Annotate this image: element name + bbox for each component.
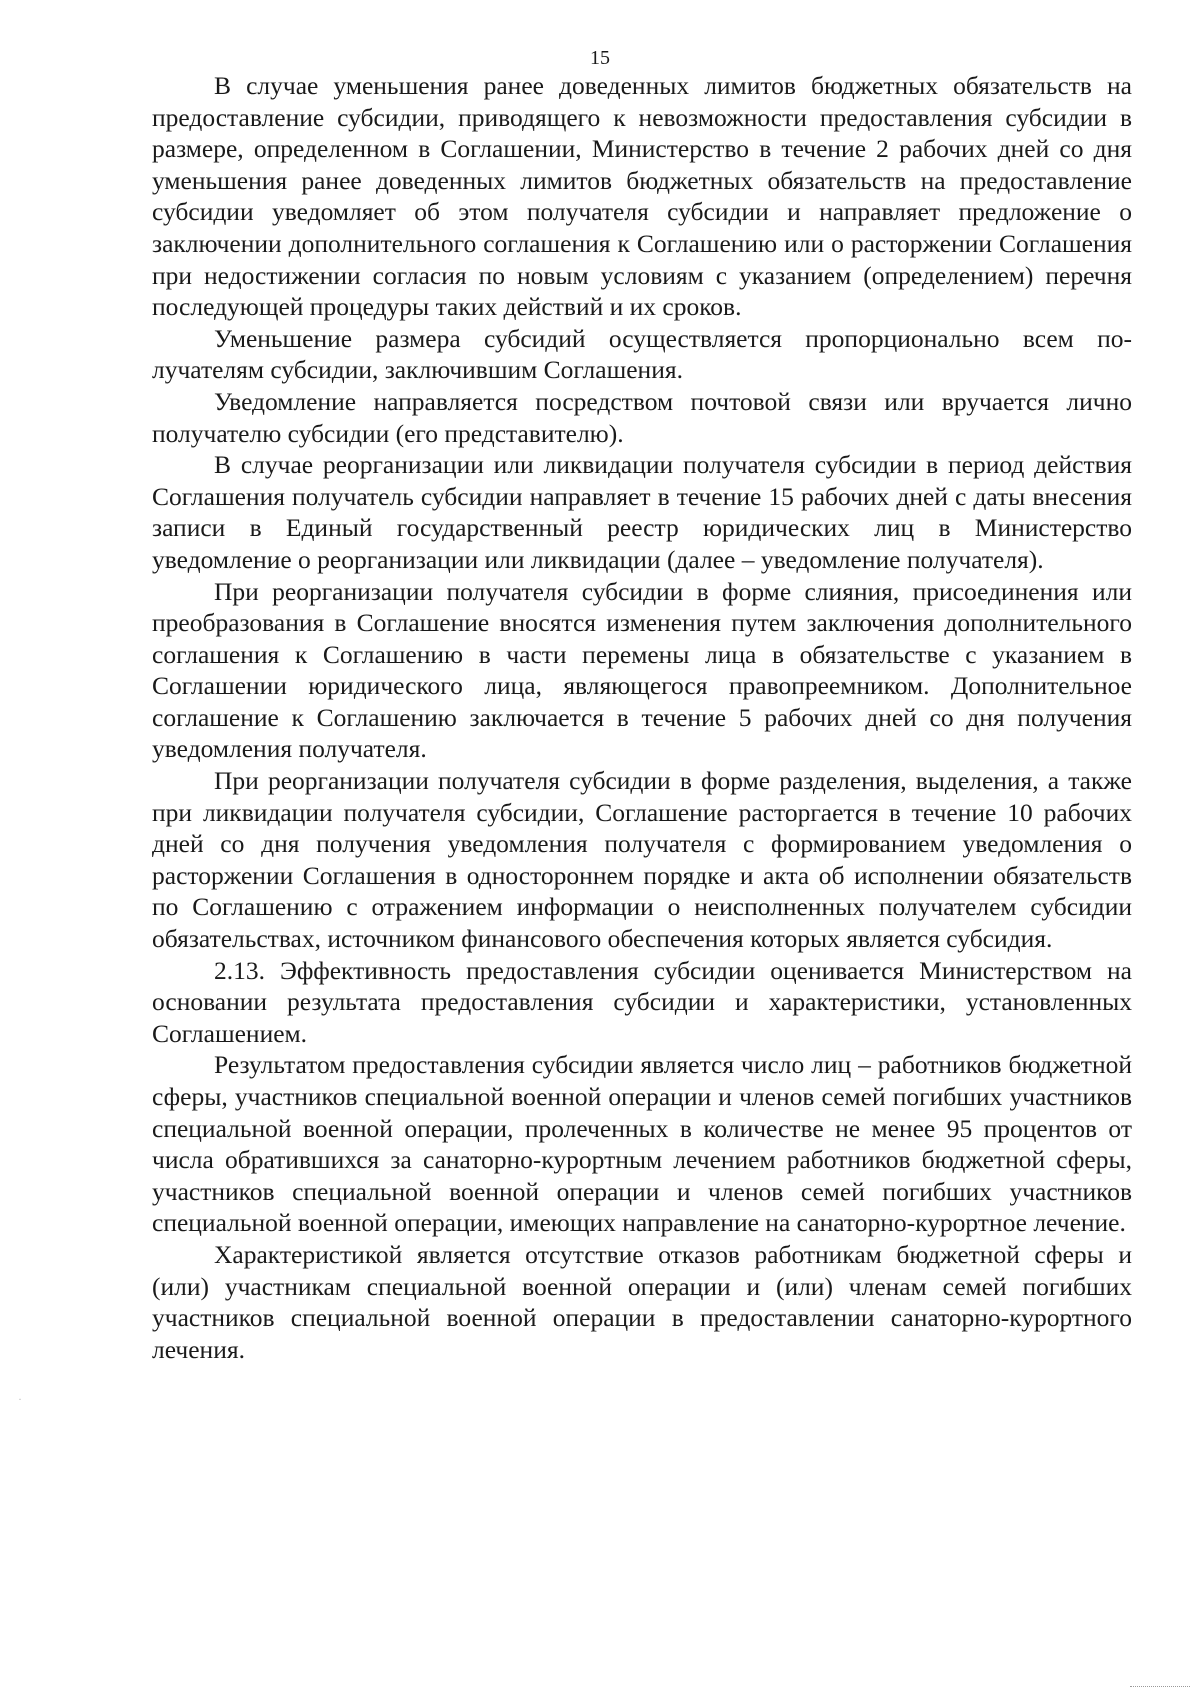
scan-margin-speck: · (18, 1392, 22, 1406)
scan-corner-mark (1130, 1686, 1190, 1693)
document-body (152, 70, 1132, 1365)
paragraph-proportional-reduction: Уменьшение размера субсидий осуществляется пропорционально всем получателям субсидии, заключившим Соглашения. (152, 323, 1132, 385)
paragraph-subsidy-result: Результатом предоставления субсидии является число лиц – работников бюджетной сферы, участников специальной военной операции и членов семей погибших участников специальной военной операции, пролеченных в количестве не менее 95 процентов от числа обратившихся за санаторно-курортным лечением работников бюджетной сферы, участников специальной военной операции и членов семей погибших участников специальной военной операции, имеющих направление на санаторно-курортное лечение. (152, 1050, 1132, 1238)
paragraph-section-2-13: 2.13. Эффективность предоставления субсидии оценивается Министерством на основании результата предоставления субсидии и характеристики, установленных Соглашением. (152, 955, 1132, 1048)
paragraph-division-liquidation: При реорганизации получателя субсидии в форме разделения, выделения, а также при ликвидации получателя субсидии, Соглашение расторгается в течение 10 рабочих дней со дня получения уведомления получателя с формированием уведомления о расторжении Соглашения в одностороннем порядке и акта об исполнении обязательств по Соглашению с отражением информации о неисполненных получателем субсидии обязательствах, источником финансового обеспечения которых является субсидия. (152, 766, 1132, 954)
paragraph-notification-delivery: Уведомление направляется посредством почтовой связи или вручается лично получателю субсидии (его представителю). (152, 386, 1132, 448)
page-number: 15 (590, 47, 610, 69)
paragraph-merger-reorganization: При реорганизации получателя субсидии в форме слияния, присоединения или преобразования в Соглашение вносятся изменения путем заключения дополнительного соглашения к Соглашению в части перемены лица в обязательстве с указанием в Соглашении юридического лица, являющегося правопреемником. Дополнительное соглашение к Соглашению заключается в течение 5 рабочих дней со дня получения уведомления получателя. (152, 576, 1132, 764)
paragraph-budget-limits-reduction: В случае уменьшения ранее доведенных лимитов бюджетных обязательств на предоставление субсидии, приводящего к невозможности предоставления субсидии в размере, определенном в Соглашении, Министерство в течение 2 рабочих дней со дня уменьшения ранее доведенных лимитов бюджетных обязательств на предоставление субсидии уведомляет об этом получателя субсидии и направляет предложение о заключении дополнительного соглашения к Соглашению или о расторжении Соглашения при недостижении согласия по новым условиям с указанием (определением) перечня последующей процедуры таких действий и их сроков. (152, 71, 1132, 322)
paragraph-characteristic: Характеристикой является отсутствие отказов работникам бюджетной сферы и (или) участникам специальной военной операции и (или) членам семей погибших участников специальной военной операции в предоставлении санаторно-курортного лечения. (152, 1239, 1132, 1364)
paragraph-reorganization-notice: В случае реорганизации или ликвидации получателя субсидии в период действия Соглашения получатель субсидии направляет в течение 15 рабочих дней с даты внесения записи в Единый государственный реестр юридических лиц в Министерство уведомление о реорганизации или ликвидации (далее – уведомление получателя). (152, 450, 1132, 574)
